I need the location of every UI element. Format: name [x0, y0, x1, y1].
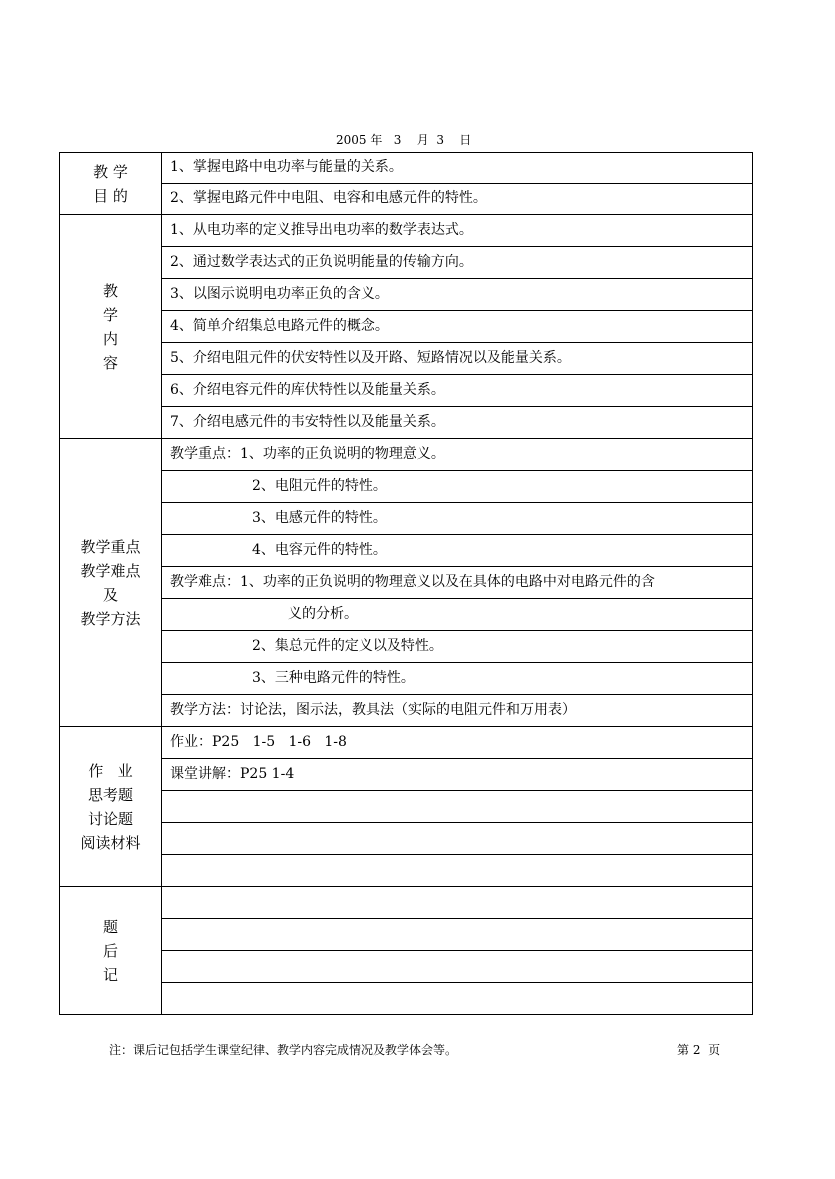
table-row [60, 599, 753, 631]
content-label: 教 学 内 容 [60, 215, 162, 439]
key-point-item: 3、电感元件的特性。 [162, 503, 753, 535]
table-row [60, 855, 753, 887]
content-item: 5、介绍电阻元件的伏安特性以及开路、短路情况以及能量关系。 [162, 343, 753, 375]
homework-item: 作业：P25 1-5 1-6 1-8 [162, 727, 753, 759]
table-row [60, 215, 753, 247]
homework-item: 课堂讲解：P25 1-4 [162, 759, 753, 791]
content-item: 4、简单介绍集总电路元件的概念。 [162, 311, 753, 343]
table-row [60, 247, 753, 279]
table-row [60, 535, 753, 567]
footer-note: 注：课后记包括学生课堂纪律、教学内容完成情况及教学体会等。 [109, 1043, 458, 1057]
table-row [60, 919, 753, 951]
content-item: 1、从电功率的定义推导出电功率的数学表达式。 [162, 215, 753, 247]
key-point-item: 2、电阻元件的特性。 [162, 471, 753, 503]
page-number: 第 2 页 [677, 1043, 721, 1057]
difficulty-item: 2、集总元件的定义以及特性。 [162, 631, 753, 663]
objective-item: 1、掌握电路中电功率与能量的关系。 [162, 153, 753, 184]
table-row [60, 343, 753, 375]
table-row [60, 407, 753, 439]
afterword-label: 题 后 记 [60, 887, 162, 1015]
table-row [60, 759, 753, 791]
homework-item [162, 855, 753, 887]
homework-item [162, 823, 753, 855]
table-row [60, 279, 753, 311]
content-item: 7、介绍电感元件的韦安特性以及能量关系。 [162, 407, 753, 439]
table-row [60, 823, 753, 855]
objective-item: 2、掌握电路元件中电阻、电容和电感元件的特性。 [162, 184, 753, 215]
table-row [60, 311, 753, 343]
method-item: 教学方法：讨论法，图示法，教具法（实际的电阻元件和万用表） [162, 695, 753, 727]
table-row [60, 184, 753, 215]
table-row [60, 439, 753, 471]
difficulty-item: 3、三种电路元件的特性。 [162, 663, 753, 695]
key-point-item: 教学重点：1、功率的正负说明的物理意义。 [162, 439, 753, 471]
table-row [60, 471, 753, 503]
table-row [60, 791, 753, 823]
afterword-item [162, 983, 753, 1015]
table-row [60, 375, 753, 407]
key-point-item: 4、电容元件的特性。 [162, 535, 753, 567]
table-row [60, 631, 753, 663]
afterword-item [162, 951, 753, 983]
table-row [60, 663, 753, 695]
table-row [60, 153, 753, 184]
content-item: 6、介绍电容元件的库伏特性以及能量关系。 [162, 375, 753, 407]
content-item: 2、通过数学表达式的正负说明能量的传输方向。 [162, 247, 753, 279]
table-row [60, 983, 753, 1015]
difficulty-item: 义的分析。 [162, 599, 753, 631]
table-row [60, 951, 753, 983]
homework-label: 作 业 思考题 讨论题 阅读材料 [60, 727, 162, 887]
table-row [60, 695, 753, 727]
homework-item [162, 791, 753, 823]
table-row [60, 567, 753, 599]
content-item: 3、以图示说明电功率正负的含义。 [162, 279, 753, 311]
lesson-plan-table [59, 152, 753, 1015]
afterword-item [162, 887, 753, 919]
date-line: 2005 年 3 月 3 日 [336, 133, 472, 147]
table-row [60, 727, 753, 759]
methods-label: 教学重点 教学难点 及 教学方法 [60, 439, 162, 727]
table-row [60, 503, 753, 535]
difficulty-item: 教学难点：1、功率的正负说明的物理意义以及在具体的电路中对电路元件的含 [162, 567, 753, 599]
table-row [60, 887, 753, 919]
afterword-item [162, 919, 753, 951]
objectives-label: 教 学 目 的 [60, 153, 162, 215]
